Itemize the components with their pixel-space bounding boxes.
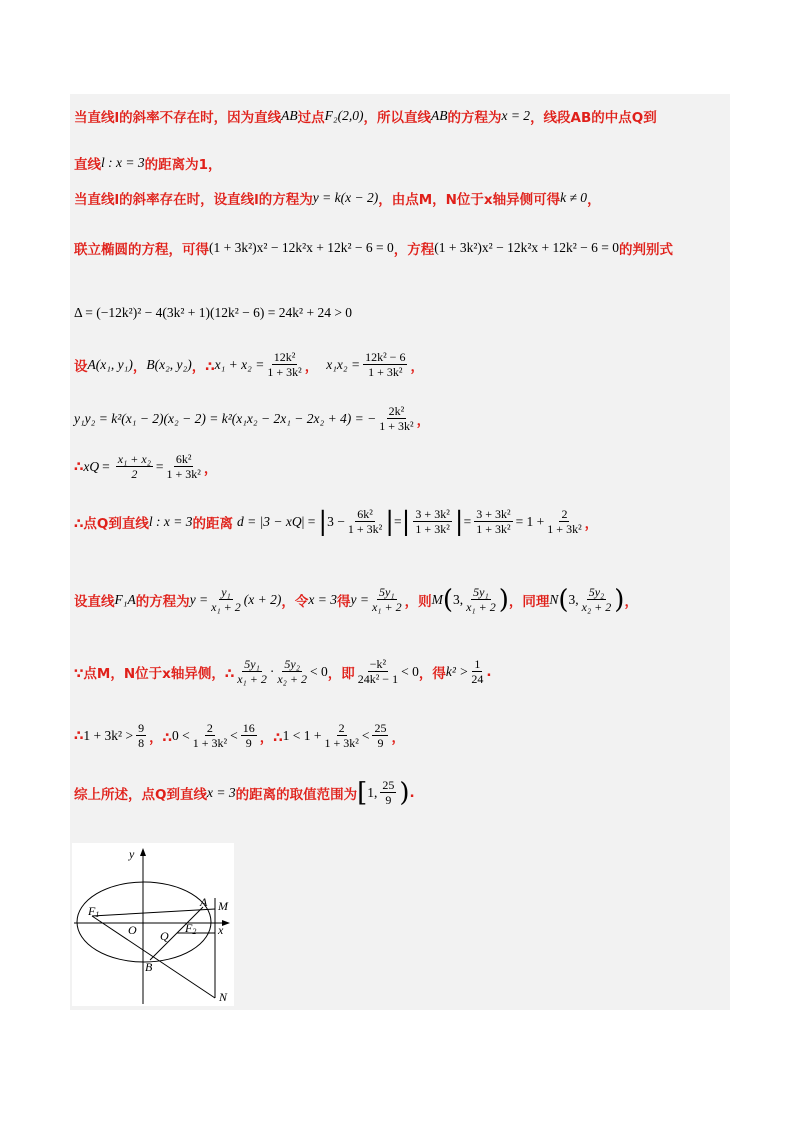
- math: <: [230, 727, 238, 743]
- fraction: $\frac{\text{x₁ + x₂}}{2}$: [117, 452, 151, 481]
- text-segment: ，: [624, 593, 638, 610]
- math: 3,: [568, 591, 579, 607]
- text-line-1: [74, 106, 657, 126]
- text-segment: ，同理: [508, 593, 550, 610]
- text-line-5: [74, 305, 352, 321]
- paren: (: [442, 584, 453, 615]
- text-segment: 的距离的取值范围为: [235, 786, 358, 803]
- math: F₂(2,0): [324, 108, 364, 123]
- y-arrow: [140, 848, 146, 856]
- math: Q: [291, 513, 302, 529]
- label-F2: F2: [185, 921, 197, 936]
- fraction: $\frac{25}{9}$: [382, 778, 395, 807]
- paren: ): [614, 584, 625, 615]
- text-line-13: [74, 778, 415, 807]
- math: (1 + 3k²)x² − 12k²x + 12k² − 6 = 0: [209, 240, 394, 255]
- math: <: [361, 727, 370, 743]
- text-line-9: [74, 507, 598, 536]
- text-line-4: [74, 238, 673, 258]
- fraction: $\frac{25}{9}$: [374, 721, 387, 750]
- text-segment: .: [409, 784, 415, 801]
- math: x: [83, 458, 90, 474]
- text-line-2: [74, 153, 222, 173]
- text-segment: 的距离为1，: [144, 157, 222, 173]
- fraction: $\frac{\text{6k²}}{\text{1 + 3k²}}$: [166, 452, 201, 481]
- text-segment: 设: [74, 358, 88, 375]
- math: AB: [430, 108, 448, 123]
- text-segment: ，∴: [191, 358, 215, 375]
- ellipse-diagram: [72, 843, 234, 1006]
- fraction: $\frac{\text{5y₁}}{\text{x₁ + 2}}$: [371, 585, 402, 614]
- fraction: $\frac{\text{5y₂}}{\text{x₂ + 2}}$: [277, 657, 307, 686]
- math: 0 <: [171, 727, 190, 743]
- text-segment: 的距离: [192, 515, 233, 532]
- math: k² >: [445, 663, 469, 679]
- text-line-7: [74, 404, 430, 433]
- math: 1,: [367, 784, 378, 800]
- fraction: $\frac{\text{2k²}}{\text{1 + 3k²}}$: [379, 404, 414, 433]
- text-segment: ∵点M，N位于x轴异侧，∴: [74, 665, 235, 682]
- text-segment: ，方程: [393, 242, 435, 258]
- text-segment: 得: [336, 593, 351, 610]
- text-segment: 的判别式: [619, 242, 673, 258]
- math: x₁ + x₂ =: [214, 356, 265, 372]
- math: (x + 2): [243, 591, 282, 607]
- label-O: O: [128, 923, 137, 937]
- math: y =: [350, 591, 369, 607]
- math: < 0: [401, 663, 419, 679]
- abs-bar: |: [385, 506, 395, 537]
- math: ·: [269, 663, 275, 679]
- text-segment: ，: [410, 358, 424, 375]
- text-segment: ，即: [327, 665, 355, 682]
- math: x₁x₂ =: [326, 356, 361, 372]
- text-segment: ∴: [74, 458, 84, 475]
- math: M: [431, 591, 443, 607]
- abs-bar: |: [454, 506, 464, 537]
- text-segment: 直线: [74, 157, 101, 173]
- text-segment: ，: [132, 358, 147, 375]
- text-segment: .: [486, 663, 492, 680]
- math: 1 < 1 +: [282, 727, 322, 743]
- text-line-12: [74, 721, 405, 750]
- text-segment: 的方程为: [447, 110, 502, 126]
- math: Δ = (−12k²)² − 4(3k² + 1)(12k² − 6) = 24k² + 24 > 0: [74, 305, 353, 320]
- text-segment: ，由点M，N位于x轴异侧可得: [378, 192, 561, 208]
- fraction: $\frac{\text{3 + 3k²}}{\text{1 + 3k²}}$: [476, 507, 511, 536]
- text-segment: ，: [203, 460, 218, 477]
- text-segment: 当直线l的斜率不存在时，因为直线: [74, 110, 282, 126]
- text-segment: ，: [584, 515, 599, 532]
- fraction: $\frac{\text{5y₁}}{\text{x₁ + 2}}$: [237, 657, 267, 686]
- fraction: $\frac{9}{8}$: [138, 721, 145, 750]
- math: 1 + 3k² >: [83, 727, 134, 743]
- text-line-10: [74, 585, 638, 614]
- bracket: [: [357, 777, 368, 808]
- label-B: B: [145, 960, 153, 974]
- text-segment: ，∴: [259, 729, 283, 746]
- label-Q: Q: [160, 929, 169, 943]
- math: (1 + 3k²)x² − 12k²x + 12k² − 6 = 0: [434, 240, 619, 255]
- text-segment: 设直线: [74, 593, 115, 610]
- text-segment: 当直线l的斜率存在时，设直线l的方程为: [74, 192, 313, 208]
- fraction: $\frac{\text{12k²}}{\text{1 + 3k²}}$: [267, 350, 302, 379]
- fraction: $\frac{\text{5y₁}}{\text{x₁ + 2}}$: [466, 585, 496, 614]
- text-segment: ，: [391, 729, 405, 746]
- label-M: M: [218, 899, 228, 913]
- math: Q: [89, 458, 100, 474]
- text-segment: ，则: [404, 593, 432, 610]
- text-segment: ∴: [74, 727, 84, 744]
- text-segment: ，: [587, 192, 601, 208]
- label-A: A: [200, 895, 208, 909]
- math: y₁y₂ = k²(x₁ − 2)(x₂ − 2) = k²(x₁x₂ − 2x₁ − 2x₂ + 4) = −: [74, 410, 377, 426]
- text-segment: 综上所述，点Q到直线: [74, 786, 207, 803]
- fraction: $\frac{\text{y₁}}{\text{x₁ + 2}}$: [211, 585, 241, 614]
- text-line-3: [74, 188, 601, 208]
- text-segment: ，所以直线: [363, 110, 431, 126]
- fraction: $\frac{\text{5y₂}}{\text{x₂ + 2}}$: [581, 585, 612, 614]
- fraction: $\frac{2}{\text{1 + 3k²}}$: [547, 507, 582, 536]
- math: A(x₁, y₁): [87, 356, 133, 372]
- text-line-11: [74, 657, 492, 686]
- math: 3,: [452, 591, 464, 607]
- fraction: $\frac{2}{\text{1 + 3k²}}$: [324, 721, 359, 750]
- math: l : x = 3: [148, 513, 193, 529]
- math: = 1 +: [515, 513, 545, 529]
- math: 3 −: [327, 513, 345, 529]
- math: x = 3: [308, 591, 337, 607]
- abs-bar: |: [318, 506, 328, 537]
- text-segment: ，: [304, 358, 319, 375]
- fraction: $\frac{\text{12k² − 6}}{\text{1 + 3k²}}$: [365, 350, 406, 379]
- bracket: ): [399, 777, 410, 808]
- abs-bar: |: [401, 506, 411, 537]
- fraction: $\frac{16}{9}$: [242, 721, 255, 750]
- math: k ≠ 0: [560, 190, 588, 205]
- fraction: $\frac{\text{3 + 3k²}}{\text{1 + 3k²}}$: [415, 507, 450, 536]
- label-F1: F1: [88, 904, 100, 919]
- math: F₁A: [114, 591, 136, 607]
- math: =: [155, 458, 164, 474]
- math: =: [463, 513, 472, 529]
- text-segment: ，∴: [149, 729, 172, 746]
- label-y: y: [129, 847, 135, 861]
- fraction: $\frac{\text{6k²}}{\text{1 + 3k²}}$: [347, 507, 383, 536]
- text-segment: 联立椭圆的方程，可得: [74, 242, 209, 258]
- math: =: [102, 458, 110, 474]
- math: =: [394, 513, 402, 529]
- math: N: [549, 591, 559, 607]
- text-line-6: [74, 350, 424, 379]
- math: d = |3 − x: [236, 513, 292, 529]
- math: | =: [301, 513, 316, 529]
- math: y =: [189, 591, 209, 607]
- math: l : x = 3: [101, 155, 145, 170]
- math: < 0: [309, 663, 328, 679]
- text-segment: ，令: [281, 593, 309, 610]
- text-segment: ，: [416, 412, 431, 429]
- label-N: N: [219, 990, 228, 1004]
- math: B(x₂, y₂): [146, 356, 192, 372]
- math: y = k(x − 2): [312, 190, 379, 205]
- text-segment: ，得: [418, 665, 446, 682]
- text-segment: 的方程为: [135, 593, 190, 610]
- fraction: $\frac{2}{\text{1 + 3k²}}$: [192, 721, 228, 750]
- paren: (: [558, 584, 569, 615]
- paren: ): [498, 584, 509, 615]
- math: x = 2: [501, 108, 531, 123]
- line-F1-M: [92, 909, 215, 916]
- text-line-8: [74, 452, 217, 481]
- fraction: $\frac{1}{24}$: [471, 657, 484, 686]
- math: x = 3: [206, 784, 236, 800]
- text-segment: ∴点Q到直线: [74, 515, 149, 532]
- label-x: x: [218, 923, 224, 937]
- text-segment: ，线段AB的中点Q到: [530, 110, 657, 126]
- fraction: $\frac{\text{−k²}}{\text{24k² − 1}}$: [357, 657, 399, 686]
- text-segment: 过点: [297, 110, 325, 126]
- math: AB: [281, 108, 298, 123]
